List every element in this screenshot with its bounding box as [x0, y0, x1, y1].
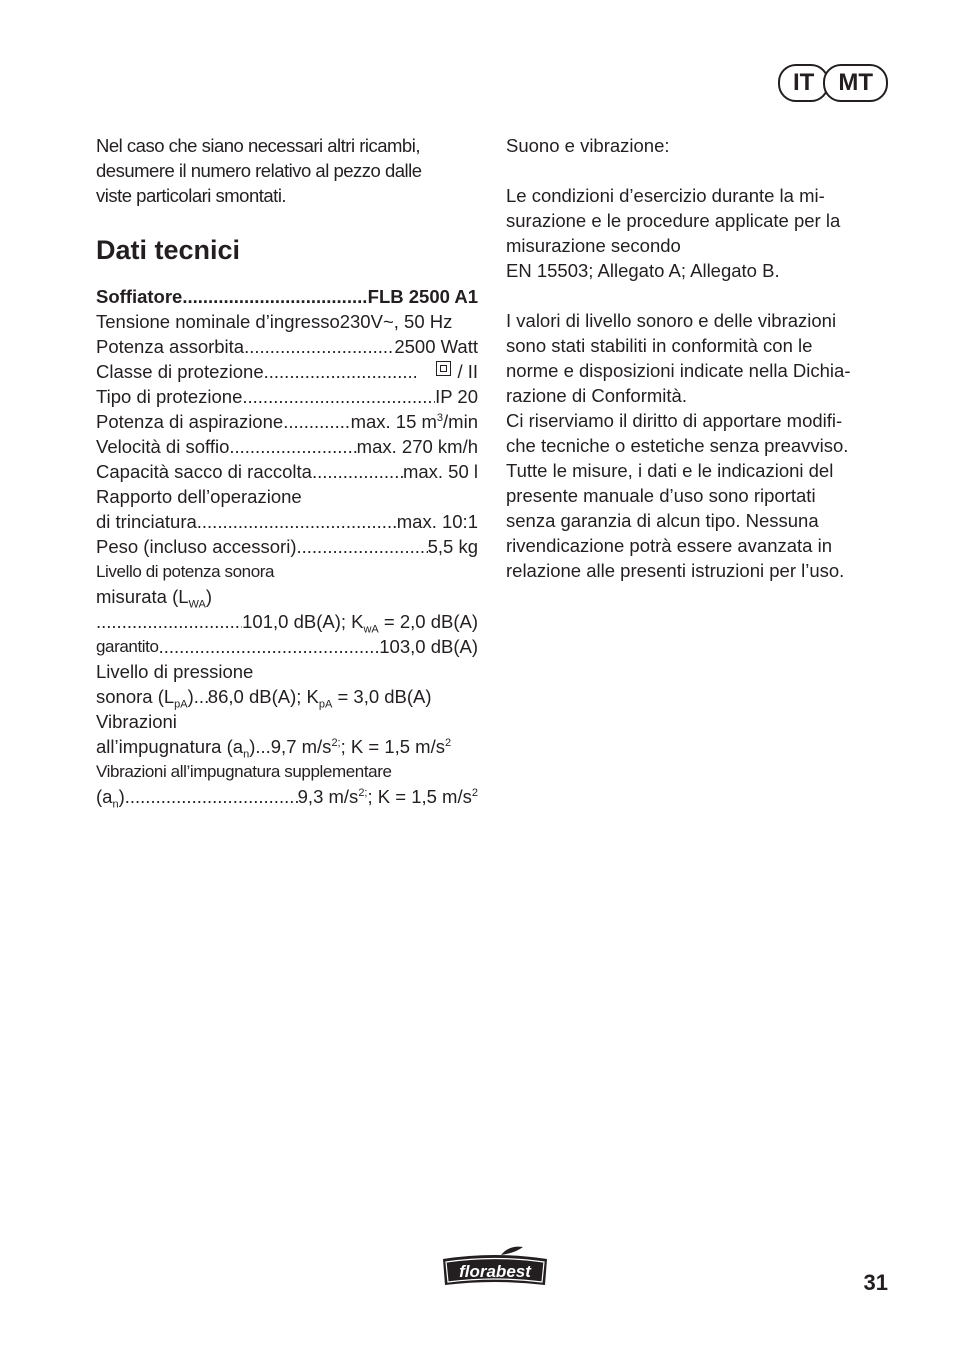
spec-vib2: $(a_n)$ ..... 9,3 $m/s^{2;}$; K = 1,5 $m/s^2$ — [96, 784, 478, 809]
intro-text — [96, 133, 478, 208]
spec-suction: Potenza di aspirazione ..... max. 15 $m^3/\min$ — [96, 409, 478, 434]
language-badges — [778, 64, 888, 102]
spec-lwa-label: Livello di potenza sonora — [96, 562, 275, 581]
svg-text:florabest: florabest — [459, 1262, 531, 1281]
intro-line: Nel caso che siano necessari altri ricambi, — [96, 135, 420, 156]
spec-guaranteed: garantito ..... 103,0 dB(A) — [96, 634, 478, 659]
spec-speed: Velocità di soffio ..... max. 270 km/h — [96, 434, 478, 459]
spec-lpa-label: Livello di pressione — [96, 661, 254, 682]
spec-lwa: ..... 101,0 dB(A); $K_{wA} = 2,0$ dB(A) — [96, 609, 478, 634]
conformity-text: I valori di livello sonoro e delle vibrazioni sono stati stabiliti in conformità con le norme e disposizioni indicate nella Dichia- razione di Conformità. Ci riserviamo il diritto di apportare modifi- che tecniche o estetiche senza preavviso. Tutte le misure, i dati e le indicazioni del presente manuale d’uso sono riportati senza garanzia di alcun tipo. Nessuna rivendicazione potrà essere avanzata in relazione alle presenti istruzioni per l’uso. — [506, 310, 851, 581]
spec-lwa-label-2: misurata $(L_{WA})$ — [96, 586, 213, 611]
spec-ratio: di trinciatura ..... max. 10:1 — [96, 509, 478, 534]
intro-line: desumere il numero relativo al pezzo dalle — [96, 160, 422, 181]
spec-ip: Tipo di protezione ..... IP 20 — [96, 384, 478, 409]
sound-heading: Suono e vibrazione: — [506, 135, 670, 156]
spec-vib2-label: Vibrazioni all’impugnatura supplementare — [96, 762, 392, 781]
protection-class-ii-icon — [436, 361, 451, 376]
page-number: 31 — [863, 1270, 888, 1295]
left-column — [96, 133, 478, 809]
spec-power: Potenza assorbita ..... 2500 Watt — [96, 334, 478, 359]
spec-lpa: sonora $(L_{pA})$ ..... 86,0 dB(A); $K_{pA} = 3,0$ dB(A) — [96, 684, 478, 709]
spec-vib: all’impugnatura $(a_n)...9,7$ $m/s^{2;}$; K = 1,5 $m/s^2$ — [96, 736, 452, 761]
spec-weight: Peso (incluso accessori) ..... 5,5 kg — [96, 534, 478, 559]
intro-line: viste particolari smontati. — [96, 185, 287, 206]
spec-ratio-label: Rapporto dell’operazione — [96, 486, 302, 507]
spec-voltage: Tensione nominale d’ingresso 230V~, 50 Hz — [96, 311, 453, 332]
spec-bag: Capacità sacco di raccolta ..... max. 50 l — [96, 459, 478, 484]
spec-protection-class: Classe di protezione ..... / II — [96, 359, 478, 384]
florabest-logo-icon — [439, 1245, 551, 1289]
spec-vib-label: Vibrazioni — [96, 711, 177, 732]
spec-list — [96, 284, 478, 809]
spec-model: Soffiatore ..... FLB 2500 A1 — [96, 284, 478, 309]
lang-badge-it: IT — [778, 64, 829, 102]
lang-badge-mt: MT — [823, 64, 888, 102]
section-heading: Dati tecnici — [96, 235, 241, 265]
measurement-conditions: Le condizioni d’esercizio durante la mi- surazione e le procedure applicate per la misurazione secondo EN 15503; Allegato A; Allegato B. — [506, 185, 841, 281]
right-column — [506, 133, 896, 583]
